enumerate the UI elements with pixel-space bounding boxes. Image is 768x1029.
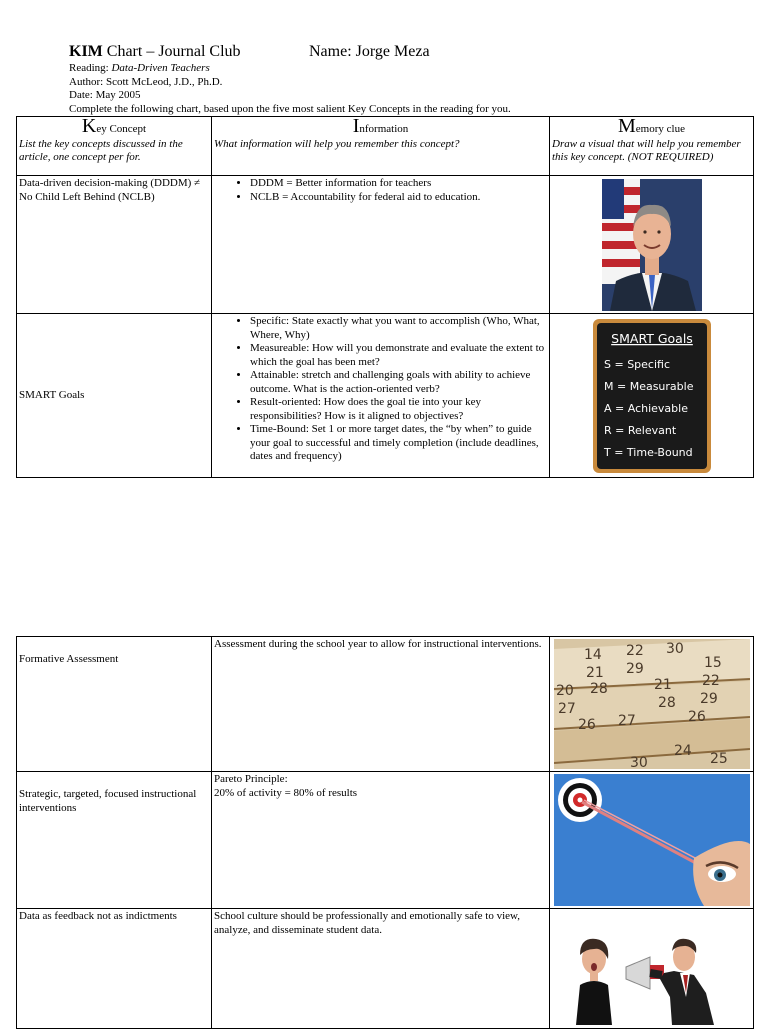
header-i-subtitle: What information will help you remember this concept? — [214, 138, 460, 150]
info-cell — [212, 314, 550, 478]
info-cell: School culture should be professionally and emotionally safe to view, analyze, and disseminate student data. — [212, 909, 550, 1029]
memory-cell — [550, 637, 754, 772]
svg-text:21: 21 — [653, 677, 672, 693]
concept-cell: Data-driven decision-making (DDDM) ≠ No Child Left Behind (NCLB) — [17, 176, 212, 314]
svg-text:25: 25 — [709, 751, 728, 767]
target-icon — [558, 778, 602, 822]
bullet-item: • Time-Bound: Set 1 or more target dates, the “by when” to guide your goal to successful and timely completion (include deadlines, dates and frequency) — [250, 423, 547, 464]
info-bullets — [214, 177, 547, 204]
info-cell — [212, 772, 550, 909]
info-cell: Assessment during the school year to allow for instructional interventions. — [212, 637, 550, 772]
target-eye-image — [554, 774, 750, 906]
bullet-item: • NCLB = Accountability for federal aid to education. — [250, 191, 547, 205]
smart-line-m: M = Measurable — [603, 379, 693, 393]
svg-text:24: 24 — [673, 743, 692, 759]
svg-text:28: 28 — [589, 681, 608, 697]
title-line — [69, 42, 749, 62]
concept-cell: SMART Goals — [17, 314, 212, 478]
header-k-subtitle: List the key concepts discussed in the article, one concept per for. — [19, 138, 183, 163]
svg-text:26: 26 — [687, 709, 706, 725]
memory-cell — [550, 772, 754, 909]
bullet-item: • Specific: State exactly what you want to accomplish (Who, What, Where, Why) — [250, 315, 547, 342]
author-line: Author: Scott McLeod, J.D., Ph.D. — [69, 75, 223, 88]
svg-text:29: 29 — [625, 661, 644, 677]
bullet-item: • Measureable: How will you demonstrate and evaluate the extent to which the goal has been met? — [250, 342, 547, 369]
instructions: Complete the following chart, based upon the five most salient Key Concepts in the reading for you. — [69, 102, 511, 115]
document-header — [69, 42, 749, 116]
svg-text:20: 20 — [555, 683, 574, 699]
date-line: Date: May 2005 — [69, 89, 141, 101]
svg-text:22: 22 — [701, 673, 720, 689]
svg-text:15: 15 — [703, 655, 722, 671]
concept-text: Strategic, targeted, focused instructional interventions — [19, 788, 197, 814]
info-bullets — [214, 315, 547, 464]
memory-cell — [550, 314, 754, 478]
table-row — [17, 314, 754, 478]
smart-line-s: S = Specific — [603, 357, 670, 371]
bullet-item: • DDDM = Better information for teachers — [250, 177, 547, 191]
table-row — [17, 909, 754, 1029]
title-rest: Chart – Journal Club — [102, 43, 241, 60]
smart-line-a: A = Achievable — [603, 401, 688, 415]
header-key-concept — [17, 117, 212, 176]
svg-text:28: 28 — [657, 695, 676, 711]
header-memory-clue — [550, 117, 754, 176]
info-line: Pareto Principle: — [214, 773, 288, 785]
header-i-letter: I — [352, 116, 360, 137]
concept-text: Formative Assessment — [19, 653, 119, 665]
smart-goals-chalkboard-image — [592, 318, 712, 474]
svg-text:30: 30 — [665, 641, 684, 657]
svg-text:27: 27 — [557, 701, 576, 717]
header-information — [212, 117, 550, 176]
header-k-letter: K — [81, 116, 97, 137]
table-row — [17, 772, 754, 909]
reading-line — [69, 62, 749, 76]
header-i-rest: nformation — [359, 123, 409, 135]
memory-cell — [550, 909, 754, 1029]
header-m-rest: emory clue — [635, 123, 685, 135]
bullet-item: • Attainable: stretch and challenging goals with ability to achieve outcome. What is the action-oriented verb? — [250, 369, 547, 396]
reading-label: Reading: — [69, 62, 112, 74]
info-line: 20% of activity = 80% of results — [214, 786, 358, 799]
svg-text:30: 30 — [629, 755, 648, 769]
concept-cell: Data as feedback not as indictments — [17, 909, 212, 1029]
svg-text:21: 21 — [585, 665, 604, 681]
svg-text:27: 27 — [617, 713, 636, 729]
concept-cell — [17, 772, 212, 909]
student-name: Name: Jorge Meza — [309, 43, 430, 60]
kim-table-page-1 — [16, 116, 754, 478]
svg-text:29: 29 — [699, 691, 718, 707]
bullet-item: • Result-oriented: How does the goal tie into your key responsibilities? How is it aligned to objectives? — [250, 396, 547, 423]
svg-text:22: 22 — [625, 643, 644, 659]
smart-line-r: R = Relevant — [603, 423, 676, 437]
smart-title: SMART Goals — [610, 330, 693, 346]
memory-cell — [550, 176, 754, 314]
table-row — [17, 176, 754, 314]
table-header-row — [17, 117, 754, 176]
header-m-subtitle: Draw a visual that will help you remember this key concept. (NOT REQUIRED) — [552, 138, 741, 163]
header-m-letter: M — [618, 116, 636, 137]
table-row — [17, 637, 754, 772]
megaphone-shouting-image — [554, 913, 750, 1025]
concept-cell — [17, 637, 212, 772]
svg-text:26: 26 — [577, 717, 596, 733]
kim-table-page-2 — [16, 636, 754, 1029]
president-portrait-image — [602, 179, 702, 311]
svg-text:14: 14 — [583, 647, 602, 663]
calendar-pages-image — [554, 639, 750, 769]
title-bold: KIM — [69, 43, 103, 60]
reading-title: Data-Driven Teachers — [111, 62, 210, 74]
smart-line-t: T = Time-Bound — [603, 445, 693, 459]
header-k-rest: ey Concept — [96, 123, 147, 135]
info-cell — [212, 176, 550, 314]
